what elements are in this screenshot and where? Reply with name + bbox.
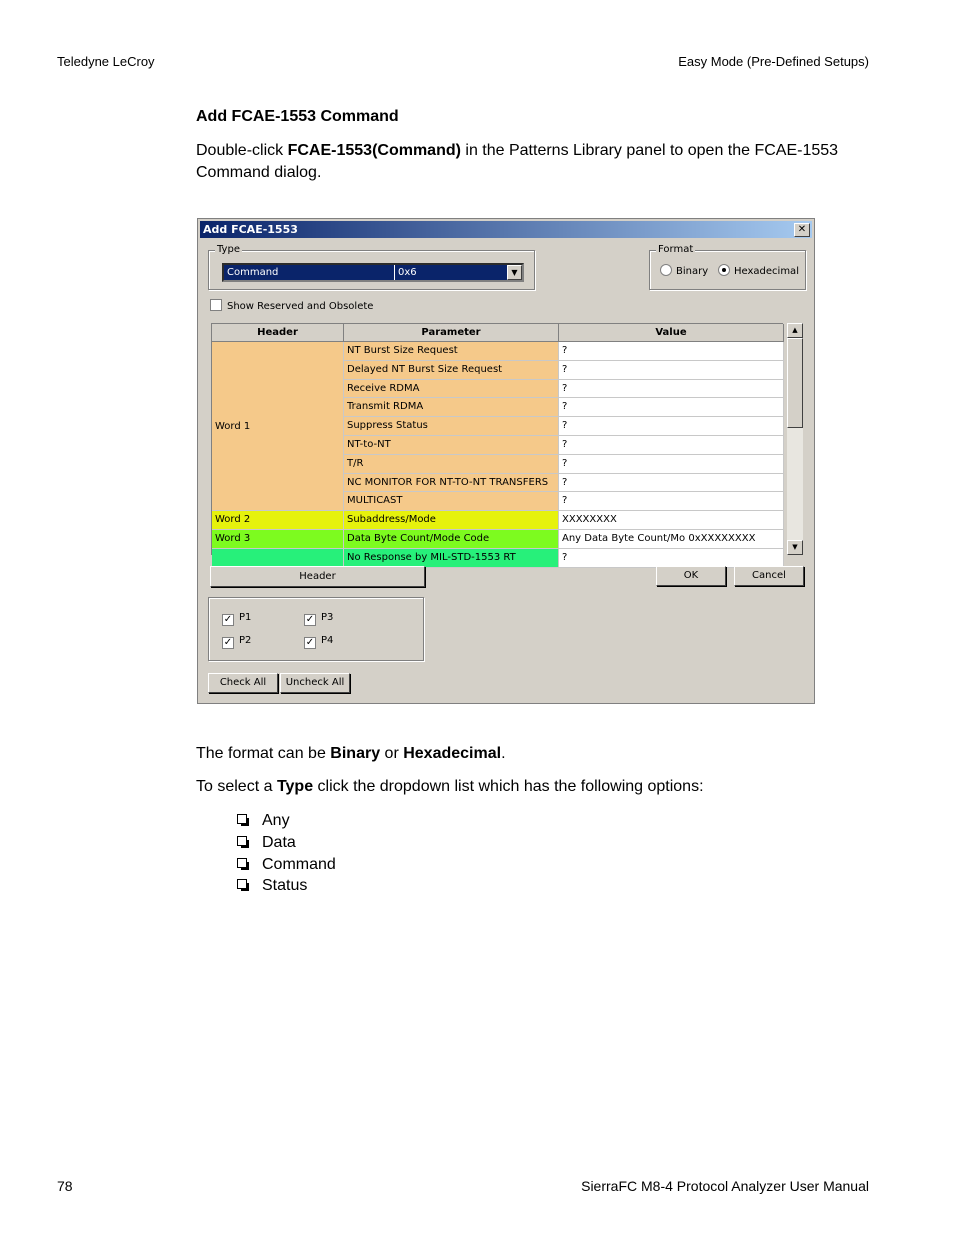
grid-parameter-cell: NC MONITOR FOR NT-TO-NT TRANSFERS bbox=[344, 474, 559, 493]
type-value: Command bbox=[227, 267, 279, 278]
port-p3-option[interactable]: ✓ P3 bbox=[305, 612, 334, 625]
uncheck-all-button[interactable]: Uncheck All bbox=[280, 673, 350, 693]
type-group bbox=[208, 244, 535, 290]
column-header[interactable]: Value bbox=[559, 324, 784, 342]
grid-header-cell: Word 2 bbox=[212, 511, 344, 530]
grid-value-cell[interactable]: ? bbox=[559, 342, 784, 361]
ok-button[interactable]: OK bbox=[656, 566, 726, 586]
grid-value-cell[interactable]: ? bbox=[559, 455, 784, 474]
show-reserved-checkbox[interactable] bbox=[210, 299, 222, 311]
binary-radio[interactable] bbox=[660, 264, 672, 276]
p1-checkbox[interactable]: ✓ bbox=[223, 614, 233, 625]
grid-parameter-cell: MULTICAST bbox=[344, 492, 559, 511]
port-p4-option[interactable]: ✓ P4 bbox=[305, 635, 334, 648]
checkbox-bullet-icon bbox=[237, 879, 247, 889]
running-header-right: Easy Mode (Pre-Defined Setups) bbox=[678, 54, 869, 69]
close-icon[interactable]: ✕ bbox=[794, 223, 810, 237]
column-header[interactable]: Parameter bbox=[344, 324, 559, 342]
format-group bbox=[649, 244, 806, 290]
grid-value-cell[interactable]: ? bbox=[559, 361, 784, 380]
grid-parameter-cell: Receive RDMA bbox=[344, 380, 559, 399]
grid-scrollbar[interactable] bbox=[787, 323, 803, 555]
list-item: Any bbox=[237, 810, 290, 831]
grid-value-cell[interactable]: ? bbox=[559, 474, 784, 493]
intro-paragraph: Double-click FCAE-1553(Command) in the Patterns Library panel to open the FCAE-1553 Command dialog. bbox=[196, 142, 839, 181]
header-button[interactable]: Header bbox=[210, 566, 425, 587]
grid-value-cell[interactable]: XXXXXXXX bbox=[559, 511, 784, 530]
column-header[interactable]: Header bbox=[212, 324, 344, 342]
page-number: 78 bbox=[57, 1178, 73, 1194]
format-binary-option[interactable]: Binary bbox=[660, 264, 708, 277]
grid-header-cell: Word 3 bbox=[212, 530, 344, 549]
type-dropdown[interactable] bbox=[222, 263, 524, 282]
ports-group bbox=[208, 597, 424, 661]
format-group-label: Format bbox=[658, 244, 694, 255]
chevron-down-icon[interactable]: ▼ bbox=[507, 265, 522, 280]
checkbox-bullet-icon bbox=[237, 858, 247, 868]
hexadecimal-radio[interactable] bbox=[718, 264, 730, 276]
grid-value-cell[interactable]: ? bbox=[559, 398, 784, 417]
grid-value-cell[interactable]: ? bbox=[559, 436, 784, 455]
grid-parameter-cell: Transmit RDMA bbox=[344, 398, 559, 417]
check-all-button[interactable]: Check All bbox=[208, 673, 278, 693]
grid-value-cell[interactable]: ? bbox=[559, 417, 784, 436]
show-reserved-option[interactable]: Show Reserved and Obsolete bbox=[210, 299, 373, 312]
grid-value-cell[interactable]: ? bbox=[559, 549, 784, 568]
p2-checkbox[interactable]: ✓ bbox=[223, 637, 233, 648]
port-p1-option[interactable]: ✓ P1 bbox=[223, 612, 252, 625]
grid-parameter-cell: NT Burst Size Request bbox=[344, 342, 559, 361]
dialog-titlebar bbox=[200, 221, 812, 238]
grid-value-cell[interactable]: Any Data Byte Count/Mo 0xXXXXXXXX bbox=[559, 530, 784, 549]
grid-parameter-cell: Subaddress/Mode bbox=[344, 511, 559, 530]
grid-parameter-cell: NT-to-NT bbox=[344, 436, 559, 455]
type-group-label: Type bbox=[217, 244, 240, 255]
section-title: Add FCAE-1553 Command bbox=[196, 108, 399, 125]
grid-value-cell[interactable]: ? bbox=[559, 380, 784, 399]
type-code: 0x6 bbox=[394, 265, 417, 280]
checkbox-bullet-icon bbox=[237, 836, 247, 846]
p3-checkbox[interactable]: ✓ bbox=[305, 614, 315, 625]
scroll-up-icon[interactable]: ▲ bbox=[787, 323, 803, 338]
format-paragraph: The format can be Binary or Hexadecimal. bbox=[196, 745, 506, 762]
grid-parameter-cell: Delayed NT Burst Size Request bbox=[344, 361, 559, 380]
grid-value-cell[interactable]: ? bbox=[559, 492, 784, 511]
scroll-thumb[interactable] bbox=[787, 338, 803, 428]
list-item: Status bbox=[237, 875, 307, 896]
scroll-down-icon[interactable]: ▼ bbox=[787, 540, 803, 555]
format-hex-option[interactable]: Hexadecimal bbox=[718, 264, 799, 277]
type-paragraph: To select a Type click the dropdown list which has the following options: bbox=[196, 778, 704, 795]
grid-parameter-cell: Suppress Status bbox=[344, 417, 559, 436]
parameter-grid bbox=[211, 323, 783, 563]
add-fcae-1553-dialog bbox=[197, 218, 815, 704]
checkbox-bullet-icon bbox=[237, 814, 247, 824]
list-item: Command bbox=[237, 854, 336, 875]
grid-parameter-cell: Data Byte Count/Mode Code bbox=[344, 530, 559, 549]
running-header-left: Teledyne LeCroy bbox=[57, 54, 155, 69]
dialog-title: Add FCAE-1553 bbox=[203, 223, 298, 236]
grid-header-cell bbox=[212, 549, 344, 568]
list-item: Data bbox=[237, 832, 296, 853]
grid-parameter-cell: T/R bbox=[344, 455, 559, 474]
port-p2-option[interactable]: ✓ P2 bbox=[223, 635, 252, 648]
grid-header-cell: Word 1 bbox=[212, 342, 344, 511]
p4-checkbox[interactable]: ✓ bbox=[305, 637, 315, 648]
running-footer-title: SierraFC M8-4 Protocol Analyzer User Manual bbox=[581, 1178, 869, 1194]
cancel-button[interactable]: Cancel bbox=[734, 566, 804, 586]
grid-parameter-cell: No Response by MIL-STD-1553 RT bbox=[344, 549, 559, 568]
